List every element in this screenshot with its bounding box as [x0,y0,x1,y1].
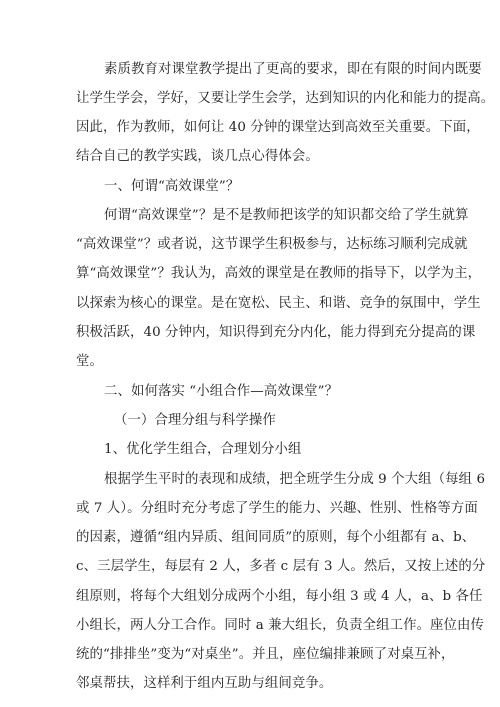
paragraph-line: 根据学生平时的表现和成绩，把全班学生分成 9 个大组（每组 6 [104,472,486,487]
paragraph-line: 算“高效课堂”？我认为，高效的课堂是在教师的指导下，以学为主， [76,266,482,281]
paragraph-line: 或 7 人）。分组时充分考虑了学生的能力、兴趣、性别、性格等方面 [76,501,478,516]
paragraph-line: 让学生学会，学好，又要让学生会学，达到知识的内化和能力的提高。 [76,91,495,106]
paragraph-line: 因此，作为教师，如何让 40 分钟的课堂达到高效至关重要。下面， [76,120,480,135]
paragraph-line: 邻桌帮扶，这样利于组内互助与组间竞争。 [76,676,333,691]
paragraph-line: 组原则，将每个大组划分成两个小组，每小组 3 或 4 人，a、b 各任 [76,589,483,604]
paragraph-line: 统的“排排坐”变为“对桌坐”。并且，座位编排兼顾了对桌互补， [76,647,455,662]
paragraph-line: 的因素，遵循“组内异质、组间同质”的原则，每个小组都有 a、b、 [76,530,476,545]
paragraph-line: c、三层学生，每层有 2 人，多者 c 层有 3 人。然后，又按上述的分 [76,559,486,574]
paragraph-line: 积极活跃，40 分钟内，知识得到充分内化，能力得到充分提高的课 [76,325,476,340]
paragraph-line: 素质教育对课堂教学提出了更高的要求，即在有限的时间内既要 [104,62,482,77]
paragraph-line: 何谓“高效课堂”？是不是教师把该学的知识都交给了学生就算 [104,208,469,223]
subsection-heading: （一）合理分组与科学操作 [114,413,276,428]
section-heading: 二、如何落实 “小组合作—高效课堂”？ [104,384,339,399]
paragraph-line: 小组长，两人分工合作。同时 a 兼大组长，负责全组工作。座位由传 [76,618,485,633]
paragraph-line: 堂。 [76,354,103,369]
paragraph-line: 以探索为核心的课堂。是在宽松、民主、和谐、竞争的氛围中，学生 [76,296,481,311]
section-heading: 一、何谓“高效课堂”？ [104,179,240,194]
paragraph-line: “高效课堂”？或者说，这节课学生积极参与，达标练习顺利完成就 [76,237,468,252]
subsection-heading: 1、优化学生组合，合理划分小组 [104,442,302,457]
paragraph-line: 结合自己的教学实践，谈几点心得体会。 [76,149,319,164]
